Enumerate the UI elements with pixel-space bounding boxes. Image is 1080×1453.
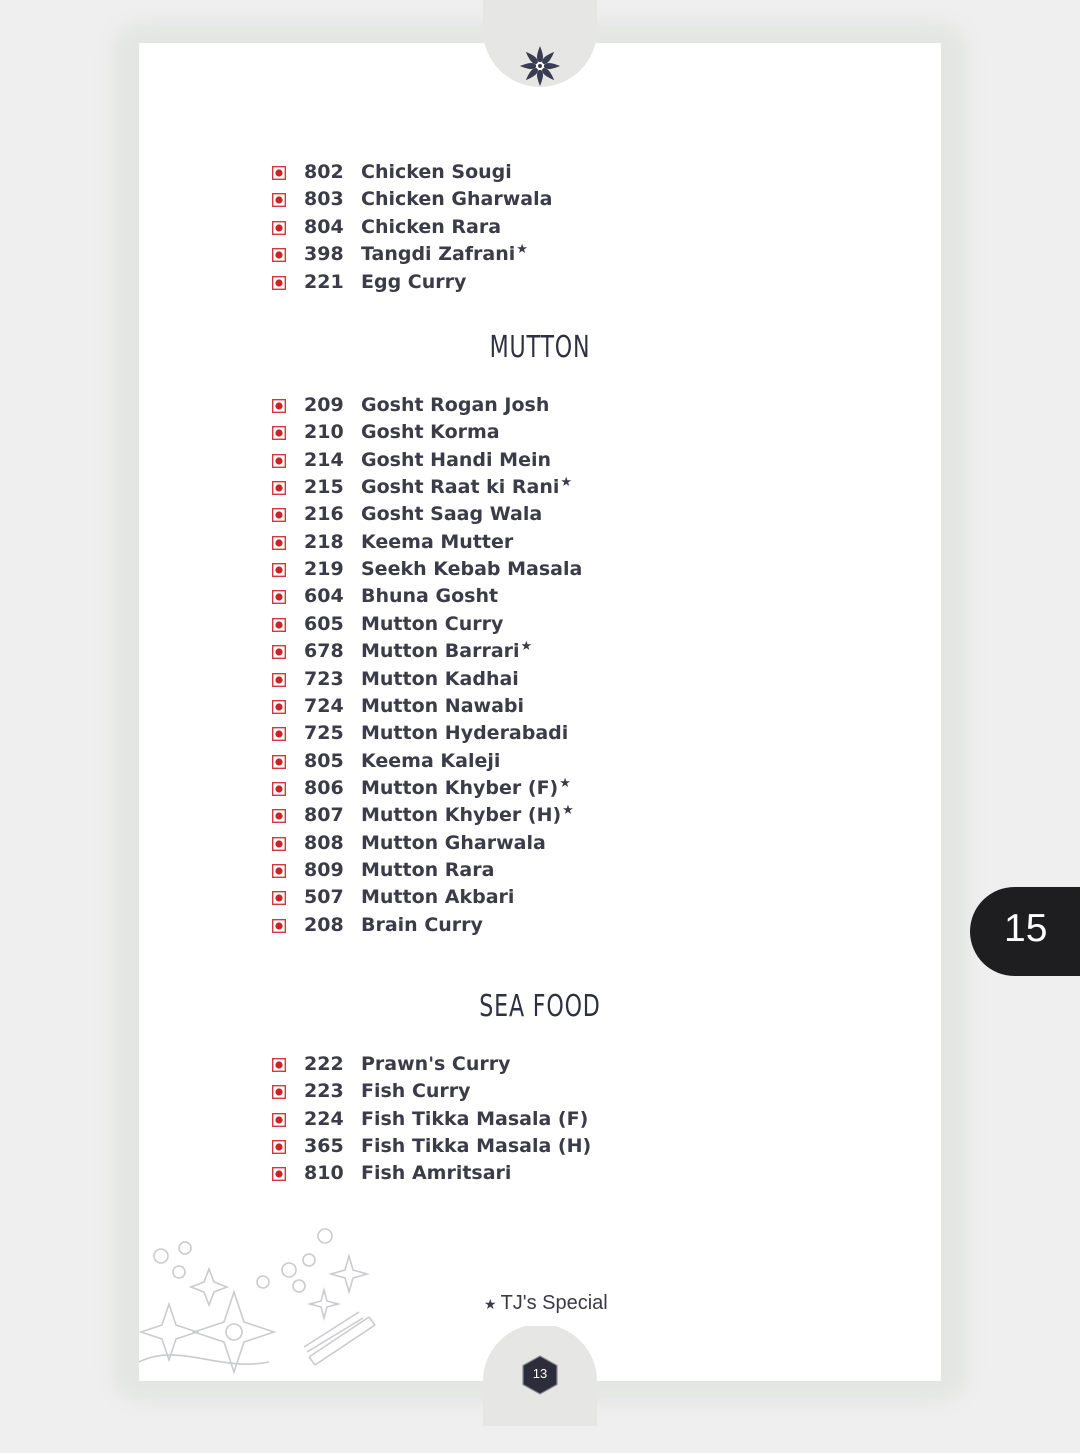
item-name-text: Bhuna Gosht (361, 585, 499, 608)
veg-bullet-icon (272, 673, 286, 687)
item-number: 214 (304, 448, 344, 471)
special-star-icon: ★ (484, 1296, 497, 1312)
item-name-text: Gosht Raat ki Rani (361, 476, 560, 499)
item-name-text: Gosht Saag Wala (361, 503, 543, 526)
item-number: 398 (304, 243, 344, 266)
item-name (361, 1107, 589, 1134)
veg-bullet-icon (272, 837, 286, 851)
item-number: 808 (304, 831, 344, 854)
item-number: 208 (304, 913, 344, 936)
item-number: 805 (304, 749, 344, 772)
section-title-seafood: SEA FOOD (479, 989, 601, 1024)
veg-bullet-icon (272, 645, 286, 659)
veg-bullet-icon (272, 193, 286, 207)
item-name (361, 694, 525, 721)
item-name-text: Keema Kaleji (361, 749, 501, 772)
special-star-icon: ★ (562, 803, 574, 819)
veg-bullet-icon (272, 536, 286, 550)
veg-bullet-icon (272, 508, 286, 522)
item-name-text: Chicken Gharwala (361, 188, 553, 211)
item-name-text: Brain Curry (361, 913, 483, 936)
item-number: 809 (304, 858, 344, 881)
item-name-text: Mutton Khyber (F) (361, 776, 559, 799)
item-number: 224 (304, 1107, 344, 1130)
item-number: 215 (304, 476, 344, 499)
veg-bullet-icon (272, 426, 286, 440)
item-number: 723 (304, 667, 344, 690)
legend-text: TJ's Special (500, 1292, 608, 1314)
veg-bullet-icon (272, 1058, 286, 1072)
item-number: 222 (304, 1053, 344, 1075)
veg-bullet-icon (272, 618, 286, 632)
item-name (361, 448, 552, 475)
item-number: 678 (304, 640, 344, 663)
item-name-text: Gosht Handi Mein (361, 448, 551, 471)
item-name (361, 557, 583, 584)
spices-illustration (139, 1222, 379, 1381)
item-name (361, 393, 550, 420)
item-name (361, 721, 569, 748)
star-anise-icon (518, 44, 562, 88)
item-number: 803 (304, 188, 344, 211)
item-name (361, 858, 495, 885)
item-name (361, 612, 504, 639)
item-name (361, 242, 528, 269)
item-name (361, 215, 502, 242)
item-name-text: Mutton Gharwala (361, 831, 546, 854)
veg-bullet-icon (272, 864, 286, 878)
item-name (361, 803, 574, 830)
viewer-page-indicator[interactable] (970, 887, 1080, 976)
item-name (361, 1052, 512, 1079)
viewer-page-number: 15 (1004, 907, 1048, 950)
item-number: 507 (304, 886, 344, 909)
veg-bullet-icon (272, 1167, 286, 1181)
item-name-text: Mutton Curry (361, 612, 504, 635)
item-name-text: Prawn's Curry (361, 1053, 511, 1075)
item-name (361, 776, 571, 803)
menu-page (139, 43, 941, 1381)
item-number: 210 (304, 421, 344, 444)
veg-bullet-icon (272, 276, 286, 290)
item-name-text: Fish Curry (361, 1080, 471, 1103)
item-number: 810 (304, 1162, 344, 1185)
item-number: 605 (304, 612, 344, 635)
item-name-text: Mutton Akbari (361, 886, 515, 909)
item-name-text: Fish Tikka Masala (F) (361, 1107, 589, 1130)
item-number: 802 (304, 161, 344, 183)
item-name (361, 160, 513, 187)
page-number: 13 (532, 1366, 548, 1381)
item-name-text: Seekh Kebab Masala (361, 558, 583, 581)
item-name-text: Fish Tikka Masala (H) (361, 1134, 592, 1157)
item-number: 806 (304, 776, 344, 799)
item-number: 216 (304, 503, 344, 526)
item-number: 209 (304, 394, 344, 416)
veg-bullet-icon (272, 221, 286, 235)
item-name-text: Gosht Korma (361, 421, 500, 444)
special-legend (484, 1292, 608, 1315)
item-name-text: Mutton Rara (361, 858, 495, 881)
item-number: 804 (304, 215, 344, 238)
item-name-text: Keema Mutter (361, 530, 514, 553)
item-number: 221 (304, 270, 344, 293)
item-name (361, 1161, 512, 1188)
item-name (361, 1134, 592, 1161)
item-name (361, 749, 501, 776)
veg-bullet-icon (272, 399, 286, 413)
item-name (361, 639, 532, 666)
item-name (361, 475, 572, 502)
veg-bullet-icon (272, 891, 286, 905)
veg-bullet-icon (272, 248, 286, 262)
special-star-icon: ★ (516, 242, 528, 258)
item-name-text: Mutton Barrari (361, 640, 520, 663)
veg-bullet-icon (272, 919, 286, 933)
item-name (361, 270, 467, 297)
item-name-text: Mutton Khyber (H) (361, 804, 562, 827)
item-name (361, 885, 515, 912)
item-name-text: Gosht Rogan Josh (361, 394, 550, 416)
item-number: 223 (304, 1080, 344, 1103)
special-star-icon: ★ (560, 475, 573, 491)
item-number: 725 (304, 722, 344, 745)
section-title-mutton: MUTTON (489, 330, 591, 365)
item-number: 724 (304, 694, 344, 717)
item-number: 807 (304, 804, 344, 827)
veg-bullet-icon (272, 727, 286, 741)
item-name-text: Mutton Kadhai (361, 667, 519, 690)
special-star-icon: ★ (559, 775, 571, 791)
item-number: 365 (304, 1134, 344, 1157)
item-name (361, 502, 543, 529)
item-name (361, 831, 547, 858)
item-name-text: Mutton Hyderabadi (361, 722, 569, 745)
item-name (361, 530, 514, 557)
veg-bullet-icon (272, 1113, 286, 1127)
page-number-badge (520, 1355, 560, 1395)
item-name-text: Egg Curry (361, 270, 467, 293)
special-star-icon: ★ (520, 639, 533, 655)
veg-bullet-icon (272, 590, 286, 604)
veg-bullet-icon (272, 481, 286, 495)
item-name (361, 667, 520, 694)
veg-bullet-icon (272, 700, 286, 714)
item-number: 218 (304, 530, 344, 553)
item-name-text: Fish Amritsari (361, 1162, 512, 1185)
veg-bullet-icon (272, 454, 286, 468)
item-name-text: Tangdi Zafrani (361, 243, 516, 266)
item-name (361, 913, 484, 940)
veg-bullet-icon (272, 782, 286, 796)
item-number: 604 (304, 585, 344, 608)
item-name (361, 420, 501, 447)
veg-bullet-icon (272, 1140, 286, 1154)
veg-bullet-icon (272, 809, 286, 823)
veg-bullet-icon (272, 166, 286, 180)
veg-bullet-icon (272, 1085, 286, 1099)
veg-bullet-icon (272, 755, 286, 769)
item-name (361, 1079, 472, 1106)
item-name-text: Mutton Nawabi (361, 694, 525, 717)
item-name-text: Chicken Rara (361, 215, 502, 238)
item-name-text: Chicken Sougi (361, 161, 512, 183)
item-name (361, 187, 553, 214)
item-number: 219 (304, 558, 344, 581)
veg-bullet-icon (272, 563, 286, 577)
item-name (361, 584, 499, 611)
